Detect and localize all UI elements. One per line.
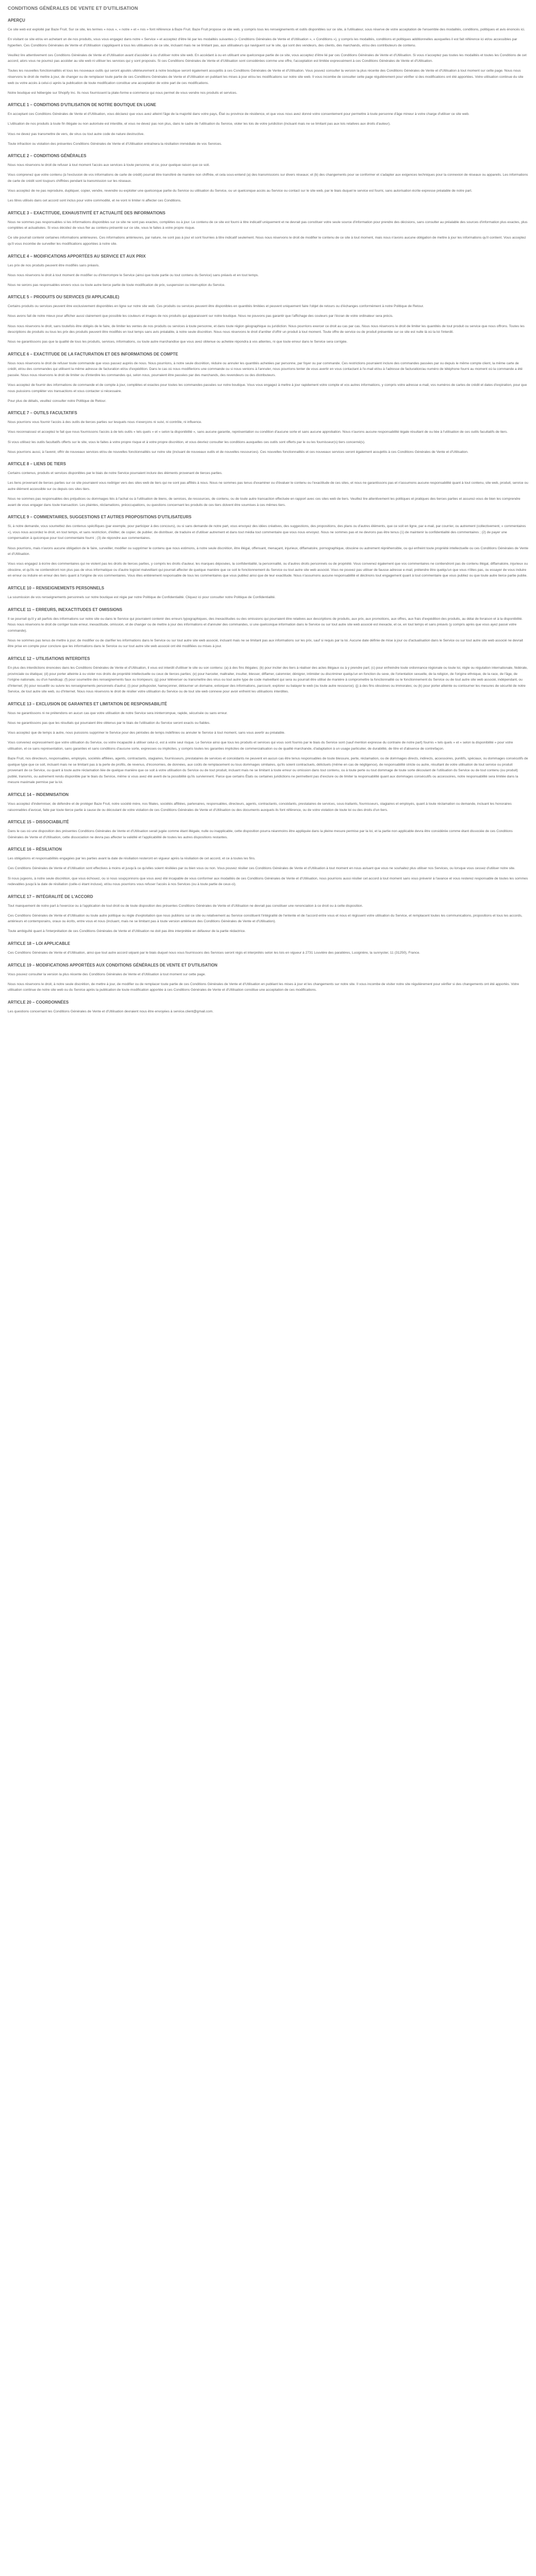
section-paragraph: En visitant ce site et/ou en achetant un de nos produits, vous vous engagez dans notre « Service » et acceptez d'être lié par les modalités suivantes (« Conditions Générales de Vente et d'Utilisation », « Conditions »), y compris les modalités, conditions et politiques additionnelles auxquelles il est fait référence ici et/ou accessibles par hyperlien. Ces Conditions Générales de Vente et d'Utilisation s'appliquent à tous les utilisateurs de ce site, incluant mais ne se limitant pas, aux utilisateurs qui naviguent sur le site, qui sont des vendeurs, des clients, des marchands, et/ou des contributeurs de contenu. (8, 38, 517, 47)
section-heading: ARTICLE 3 – EXACTITUDE, EXHAUSTIVITÉ ET ACTUALITÉ DES INFORMATIONS (8, 210, 165, 215)
section-paragraph: Nous nous réservons le droit de refuser toute commande que vous passez auprès de nous. Nous pourrions, à notre seule discrétion, réduire ou annuler les quantités achetées par personne, par foyer ou par commande. Ces restrictions pourraient inclure des commandes passées par ou depuis le même compte client, la même carte de crédit, et/ou des commandes qui utilisent la même adresse de facturation et/ou d'expédition. Dans le cas où nous modifierions une commande ou si nous venions à l'annuler, nous pourrions tenter de vous avertir en vous contactant à l'e-mail et/ou à l'adresse de facturation/au numéro de téléphone fourni au moment où la commande a été passée. Nous nous réservons le droit de limiter ou d'interdire les commandes qui, selon nous, pourraient être passées par des marchands, des revendeurs ou des distributeurs. (8, 361, 523, 377)
terms-sections (8, 18, 528, 1015)
section-paragraph: Toutes les nouvelles fonctionnalités et tous les nouveaux outils qui seront ajoutés ultérieurement à notre boutique seront également assujettis à ces Conditions Générales de Vente et d'Utilisation. Vous pouvez consulter la version la plus récente des Conditions Générales de Vente et d'Utilisation à tout moment sur cette page. Nous nous réservons le droit de mettre à jour, de changer ou de remplacer toute partie de ces Conditions Générales de Vente et d'Utilisation en publiant les mises à jour et/ou les modifications sur notre site web. Il vous incombe de consulter cette page régulièrement pour vérifier si des modifications ont été apportées. Votre utilisation continue du site web ou votre accès à celui-ci après la publication de toute modification constitue une acceptation de votre part de ces modifications. (8, 69, 524, 85)
section-heading: ARTICLE 5 – PRODUITS OU SERVICES (SI APPLICABLE) (8, 295, 120, 300)
section-paragraph: Il se pourrait qu'il y ait parfois des informations sur notre site ou dans le Service qui pourraient contenir des erreurs typographiques, des inexactitudes ou des omissions qui pourraient être relatives aux descriptions de produits, aux prix, aux promotions, aux offres, aux frais d'expédition des produits, au délai de livraison et à la disponibilité. Nous nous réservons le droit de corriger toute erreur, inexactitude, omission, et de changer ou de mettre à jour des informations et d'annuler des commandes, si une quelconque information dans le Service ou sur tout autre site web associé est inexacte, et ce, en tout temps et sans préavis (y compris après que vous ayez passé votre commande). (8, 617, 523, 633)
section-paragraph: Si, à notre demande, vous soumettez des contenus spécifiques (par exemple, pour participer à des concours), ou si sans demande de notre part, vous envoyez des idées créatives, des suggestions, des propositions, des plans ou d'autres éléments, que ce soit en ligne, par e-mail, par courrier, ou autrement (collectivement, « commentaires »), vous nous accordez le droit, en tout temps, et sans restriction, d'éditer, de copier, de publier, de distribuer, de traduire et d'utiliser autrement et dans tout média tout commentaire que vous nous envoyez. Nous ne sommes pas et ne devrons pas être tenus (1) de maintenir la confidentialité des commentaires ; (2) de payer une compensation à quiconque pour tout commentaire fourni ; (3) de répondre aux commentaires. (8, 524, 526, 540)
terms-section (8, 607, 528, 650)
terms-section (8, 819, 528, 840)
section-paragraph: En acceptant ces Conditions Générales de Vente et d'Utilisation, vous déclarez que vous avez atteint l'âge de la majorité dans votre pays, État ou province de résidence, et que vous nous avez donné votre consentement pour permettre à toute personne d'âge mineur à votre charge d'utiliser ce site web. (8, 112, 470, 116)
terms-section (8, 351, 528, 404)
section-paragraph: Nous nous réservons le droit, à notre seule discrétion, de mettre à jour, de modifier ou de remplacer toute partie de ces Conditions Générales de Vente et d'Utilisation en publiant les mises à jour et les changements sur notre site. Il vous incombe de visiter notre site régulièrement pour vérifier si des changements ont été apportés. Votre utilisation continue de notre site web ou du Service après la publication de toute modification apportée à ces Conditions Générales de Vente et d'Utilisation constitue une acceptation de ces modifications. (8, 982, 519, 992)
section-paragraph: Baze Fruit, nos directeurs, responsables, employés, sociétés affiliées, agents, contractants, stagiaires, fournisseurs, prestataires de services et concédants ne peuvent en aucun cas être tenus responsables de toute blessure, perte, réclamation, ou de dommages directs, indirects, accessoires, punitifs, spéciaux, ou dommages consécutifs de quelque type que ce soit, incluant mais ne se limitant pas à la perte de profits, de revenus, d'économies, de données, aux coûts de remplacement ou tous dommages similaires, qu'ils soient contractuels, délictuels (même en cas de négligence), de responsabilité stricte ou autre, résultant de votre utilisation de tout service ou produit provenant de ce Service, ou quant à toute autre réclamation liée de quelque manière que ce soit à votre utilisation du Service ou de tout produit, incluant mais ne se limitant à toute erreur ou omission dans tout contenu, ou à toute perte ou tout dommage de toute sorte découlant de l'utilisation du Service ou de tout contenu (ou produit) publié, transmis, ou autrement rendu disponible par le biais du Service, même si vous avez été averti de la possibilité qu'ils surviennent. Parce que certains États ou certaines juridictions ne permettent pas d'exclure ou de limiter la responsabilité quant aux dommages consécutifs ou accessoires, notre responsabilité sera limitée dans la mesure maximale permise par la loi. (8, 756, 528, 785)
terms-section (8, 410, 528, 455)
section-heading: ARTICLE 18 – LOI APPLICABLE (8, 941, 71, 946)
section-paragraph: Pour plus de détails, veuillez consulter notre Politique de Retour. (8, 399, 107, 403)
section-paragraph: Nous nous réservons le droit à tout moment de modifier ou d'interrompre le Service (ainsi que toute partie ou tout contenu du Service) sans préavis et en tout temps. (8, 273, 259, 277)
terms-section (8, 514, 528, 579)
terms-section (8, 461, 528, 508)
terms-section (8, 102, 528, 147)
section-paragraph: Vous convenez expressément que votre utilisation du Service, ou votre incapacité à utiliser celui-ci, est à votre seul risque. Le Service ainsi que tous les produits et services qui vous sont fournis par le biais du Service sont (sauf mention expresse du contraire de notre part) fournis « tels quels » et « selon la disponibilité » pour votre utilisation, et ce sans représentation, sans garanties et sans conditions d'aucune sorte, expresses ou implicites, y compris toutes les garanties implicites de commercialisation ou de qualité marchande, d'adaptation à un usage particulier, de durabilité, de titre et d'absence de contrefaçon. (8, 741, 513, 751)
section-paragraph: Nous pourrions, mais n'avons aucune obligation de le faire, surveiller, modifier ou supprimer le contenu que nous estimons, à notre seule discrétion, être illégal, offensant, menaçant, injurieux, diffamatoire, pornographique, obscène ou autrement répréhensible, ou qui enfreint toute propriété intellectuelle ou ces Conditions Générales de Vente et d'Utilisation. (8, 546, 528, 556)
section-paragraph: Dans le cas où une disposition des présentes Conditions Générales de Vente et d'Utilisation serait jugée comme étant illégale, nulle ou inapplicable, cette disposition pourra néanmoins être appliquée dans la pleine mesure permise par la loi, et la partie non applicable devra être considérée comme étant dissociée de ces Conditions Générales de Vente et d'Utilisation, cette dissociation ne devra pas affecter la validité et l'applicabilité de toutes les autres dispositions restantes. (8, 829, 513, 839)
section-paragraph: Nous ne sommes pas tenus de mettre à jour, de modifier ou de clarifier les informations dans le Service ou sur tout autre site web associé, incluant mais ne se limitant pas aux informations sur les prix, sauf si requis par la loi. Aucune date définie de mise à jour ou d'actualisation dans le Service ou sur tout autre site web associé ne devrait être prise en compte pour conclure que les informations dans le Service ou sur tout autre site web associé ont été modifiées ou mises à jour. (8, 638, 523, 649)
terms-section (8, 846, 528, 887)
section-heading: ARTICLE 13 – EXCLUSION DE GARANTIES ET LIMITATION DE RESPONSABILITÉ (8, 702, 167, 706)
section-heading: ARTICLE 20 – COORDONNÉES (8, 999, 69, 1005)
section-heading: ARTICLE 14 – INDEMNISATION (8, 792, 69, 797)
section-paragraph: Vous acceptez de fournir des informations de commande et de compte à jour, complètes et exactes pour toutes les commandes passées sur notre boutique. Vous vous engagez à mettre à jour rapidement votre compte et vos autres informations, y compris votre adresse e-mail, vos numéros de cartes de crédit et dates d'expiration, pour que nous puissions compléter vos transactions et vous contacter si nécessaire. (8, 383, 527, 393)
terms-section (8, 585, 528, 601)
terms-section (8, 18, 528, 96)
section-paragraph: Vous pouvez consulter la version la plus récente des Conditions Générales de Vente et d'Utilisation à tout moment sur cette page. (8, 972, 206, 976)
terms-section (8, 941, 528, 956)
section-paragraph: Vous acceptez d'indemniser, de défendre et de protéger Baze Fruit, notre société mère, nos filiales, sociétés affiliées, partenaires, responsables, directeurs, agents, contractants, concédants, prestataires de services, sous-traitants, fournisseurs, stagiaires et employés, quant à toute réclamation ou demande, incluant les honoraires raisonnables d'avocat, faite par toute tierce partie à cause de ou découlant de votre violation de ces Conditions Générales de Vente et d'Utilisation ou des documents auxquels ils font référence, ou de votre violation de toute loi ou des droits d'un tiers. (8, 802, 512, 812)
section-heading: ARTICLE 2 – CONDITIONS GÉNÉRALES (8, 154, 87, 159)
terms-section (8, 253, 528, 289)
section-paragraph: Tout manquement de notre part à l'exercice ou à l'application de tout droit ou de toute disposition des présentes Conditions Générales de Vente et d'Utilisation ne devrait pas constituer une renonciation à ce droit ou à cette disposition. (8, 904, 363, 908)
terms-section (8, 294, 528, 345)
section-heading: ARTICLE 12 – UTILISATIONS INTERDITES (8, 656, 90, 662)
section-paragraph: Ces Conditions Générales de Vente et d'Utilisation sont effectives à moins et jusqu'à ce qu'elles soient résiliées par ou bien vous ou non. Vous pouvez résilier ces Conditions Générales de Vente et d'Utilisation à tout moment en nous avisant que vous ne souhaitez plus utiliser nos Services, ou lorsque vous cessez d'utiliser notre site. (8, 867, 515, 871)
section-paragraph: Vous comprenez que votre contenu (à l'exclusion de vos informations de carte de crédit) pourrait être transféré de manière non chiffrée, et cela sous-entend (a) des transmissions sur divers réseaux; et (b) des changements pour se conformer et s'adapter aux exigences techniques pour la connexion de réseaux ou appareils. Les informations de carte de crédit sont toujours chiffrées pendant la transmission sur les réseaux. (8, 173, 528, 183)
section-paragraph: Nous avons fait de notre mieux pour afficher aussi clairement que possible les couleurs et images de nos produits qui apparaissent sur notre boutique. Nous ne pouvons pas garantir que l'affichage des couleurs par l'écran de votre ordinateur sera précis. (8, 314, 394, 318)
terms-page (0, 0, 536, 1029)
section-paragraph: Nous pourrions aussi, à l'avenir, offrir de nouveaux services et/ou de nouvelles fonctionnalités sur notre site (incluant de nouveaux outils et de nouvelles ressources). Ces nouvelles fonctionnalités et ces nouveaux services seront également assujettis à ces Conditions Générales de Vente et d'Utilisation. (8, 450, 468, 454)
section-paragraph: Toute infraction ou violation des présentes Conditions Générales de Vente et d'Utilisation entraînera la résiliation immédiate de vos Services. (8, 142, 222, 146)
section-heading: ARTICLE 4 – MODIFICATIONS APPORTÉES AU SERVICE ET AUX PRIX (8, 253, 146, 259)
section-heading: ARTICLE 17 – INTÉGRALITÉ DE L'ACCORD (8, 894, 93, 899)
section-paragraph: Les questions concernant les Conditions Générales de Vente et d'Utilisation devraient nous être envoyées à service.client@gmail.com. (8, 1009, 214, 1013)
section-heading: APERÇU (8, 18, 25, 23)
section-paragraph: Nous ne garantissons ni ne prétendons en aucun cas que votre utilisation de notre Service sera ininterrompue, rapide, sécurisée ou sans erreur. (8, 711, 228, 715)
terms-section (8, 792, 528, 813)
terms-section (8, 894, 528, 935)
section-paragraph: Si nous jugeons, à notre seule discrétion, que vous échouez, ou si nous soupçonnons que vous avez été incapable de vous conformer aux modalités de ces Conditions Générales de Vente et d'Utilisation, nous pourrions aussi résilier cet accord à tout moment sans vous prévenir à l'avance et vous resterez responsable de toutes les sommes redevables jusqu'à la date de résiliation (celle-ci étant incluse), et/ou nous pourrions vous refuser l'accès à nos Services (ou à toute partie de ceux-ci). (8, 876, 528, 887)
section-paragraph: Nous nous réservons le droit de refuser à tout moment l'accès aux services à toute personne, et ce, pour quelque raison que ce soit. (8, 163, 210, 167)
section-paragraph: Ce site pourrait contenir certaines informations antérieures. Ces informations antérieures, par nature, ne sont pas à jour et sont fournies à titre indicatif seulement. Nous nous réservons le droit de modifier le contenu de ce site à tout moment, mais nous n'avons aucune obligation de mettre à jour les informations qu'il contient. Vous acceptez qu'il vous incombe de surveiller les modifications apportées à notre site. (8, 236, 526, 246)
section-paragraph: Ces Conditions Générales de Vente et d'Utilisation ou toute autre politique ou règle d'exploitation que nous publions sur ce site ou relativement au Service constituent l'intégralité de l'entente et de l'accord entre vous et nous et régissent votre utilisation du Service, et remplacent toutes les communications, propositions et tous les accords, antérieurs et contemporains, oraux ou écrits, entre vous et nous (incluant, mais ne se limitant pas à toute version antérieure des Conditions Générales de Vente et d'Utilisation). (8, 913, 523, 924)
section-paragraph: Ces Conditions Générales de Vente et d'Utilisation, ainsi que tout autre accord séparé par le biais duquel nous vous fournissons des Services seront régis et interprétés selon les lois en vigueur à 2731 Louvière des paratières, Lusignière, la sunnyster, 11 (31250), France. (8, 951, 421, 955)
section-paragraph: Nous ne garantissons pas que les résultats qui pourraient être obtenus par le biais de l'utilisation du Service seront exacts ou fiables. (8, 721, 211, 725)
section-paragraph: Les obligations et responsabilités engagées par les parties avant la date de résiliation resteront en vigueur après la résiliation de cet accord, et ce à toutes les fins. (8, 857, 256, 861)
section-paragraph: Ce site web est exploité par Baze Fruit. Sur ce site, les termes « nous », « notre » et « nos » font référence à Baze Fruit. Baze Fruit propose ce site web, y compris tous les renseignements et outils disponibles sur ce site, à l'utilisateur, sous réserve de votre acceptation de l'ensemble des modalités, conditions, politiques et avis énoncés ici. (8, 28, 525, 31)
section-paragraph: Vous ne devez pas transmettre de vers, de virus ou tout autre code de nature destructive. (8, 132, 145, 136)
section-heading: ARTICLE 1 – CONDITIONS D'UTILISATION DE NOTRE BOUTIQUE EN LIGNE (8, 103, 156, 108)
terms-section (8, 656, 528, 695)
section-heading: ARTICLE 7 – OUTILS FACULTATIFS (8, 411, 77, 416)
section-paragraph: Nous ne sommes pas responsables si les informations disponibles sur ce site ne sont pas exactes, complètes ou à jour. Le contenu de ce site est fourni à titre indicatif uniquement et ne devrait pas constituer votre seule source d'information pour prendre des décisions, sans consulter au préalable des sources d'information plus exactes, plus complètes et actualisées. Si vous décidez de vous fier au contenu présenté sur ce site, vous le faites à votre propre risque. (8, 220, 528, 230)
section-paragraph: Vous vous engagez à écrire des commentaires qui ne violent pas les droits de tierces parties, y compris les droits d'auteur, les marques déposées, la confidentialité, la personnalité, ou d'autres droits personnels ou de propriété. Vous convenez également que vos commentaires ne contiendront pas de contenu illégal, diffamatoire, injurieux ou obscène, et qu'ils ne contiendront non plus pas de virus informatique ou d'autre logiciel malveillant qui pourrait affecter de quelque manière que ce soit le fonctionnement du Service ou tout autre site web associé. Vous ne pouvez pas utiliser de fausse adresse e-mail, prétendre être quelqu'un que vous n'êtes pas, ou essayer de vous induire en erreur ou induire en erreur des tiers quant à l'origine de vos commentaires. Vous êtes entièrement responsable de tous les commentaires que vous publiez ainsi que de leur exactitude. Nous n'assumons aucune responsabilité et déclinons tout engagement quant à tout commentaire que vous publiez ou que toute autre tierce partie publie. (8, 562, 528, 578)
section-paragraph: Les liens provenant de tierces parties sur ce site pourraient vous rediriger vers des sites web de tiers qui ne sont pas affiliés à nous. Nous ne sommes pas tenus d'examiner ou d'évaluer le contenu ou l'exactitude de ces sites, et nous ne garantissons pas et n'assumons aucune responsabilité quant à tout contenu, site web, produit, service ou autre élément accessible sur ou depuis ces sites tiers. (8, 481, 528, 491)
section-paragraph: Vous reconnaissez et acceptez le fait que nous fournissons l'accès à de tels outils « tels quels » et « selon la disponibilité », sans aucune garantie, représentation ou condition d'aucune sorte et sans aucune approbation. Nous n'aurons aucune responsabilité légale résultant de ou liée à l'utilisation de ces outils facultatifs de tiers. (8, 430, 508, 434)
section-paragraph: Les titres utilisés dans cet accord sont inclus pour votre commodité, et ne vont ni limiter ni affecter ces Conditions. (8, 199, 182, 203)
section-heading: ARTICLE 10 – RENSEIGNEMENTS PERSONNELS (8, 585, 105, 590)
terms-section (8, 999, 528, 1015)
terms-section (8, 153, 528, 204)
terms-section (8, 701, 528, 786)
page-title: CONDITIONS GÉNÉRALES DE VENTE ET D'UTILISATION (8, 6, 138, 11)
section-heading: ARTICLE 16 – RÉSILIATION (8, 847, 62, 852)
section-paragraph: L'utilisation de nos produits à toute fin illégale ou non autorisée est interdite, et vous ne devez pas non plus, dans le cadre de l'utilisation du Service, violer les lois de votre juridiction (incluant mais ne se limitant pas aux lois relatives aux droits d'auteur). (8, 122, 391, 126)
section-paragraph: Vous acceptez que de temps à autre, nous puissions supprimer le Service pour des périodes de temps indéfinies ou annuler le Service à tout moment, sans vous avertir au préalable. (8, 731, 286, 735)
section-paragraph: Nous ne sommes pas responsables des préjudices ou dommages liés à l'achat ou à l'utilisation de biens, de services, de ressources, de contenu, ou de toute autre transaction effectuée en rapport avec ces sites web de tiers. Veuillez lire attentivement les politiques et pratiques des tierces parties et assurez-vous de bien les comprendre avant de vous engager dans toute transaction. Les plaintes, réclamations, préoccupations, ou questions concernant les produits de ces tiers doivent être soumises à ces mêmes tiers. (8, 497, 521, 507)
section-paragraph: Certains contenus, produits et services disponibles par le biais de notre Service pourraient inclure des éléments provenant de tierces parties. (8, 471, 223, 476)
section-paragraph: Nous ne garantissons pas que la qualité de tous les produits, services, informations, ou toute autre marchandise que vous avez obtenue ou achetée répondra à vos attentes, ni que toute erreur dans le Service sera corrigée. (8, 340, 348, 344)
terms-section (8, 962, 528, 993)
section-heading: ARTICLE 19 – MODIFICATIONS APPORTÉES AUX CONDITIONS GÉNÉRALES DE VENTE ET D'UTILISATION (8, 962, 217, 968)
section-paragraph: La soumission de vos renseignements personnels sur notre boutique est régie par notre Politique de Confidentialité. Cliquez ici pour consulter notre Politique de Confidentialité. (8, 595, 276, 599)
section-paragraph: Vous acceptez de ne pas reproduire, dupliquer, copier, vendre, revendre ou exploiter une quelconque partie du Service ou utilisation du Service, ou un quelconque accès au Service ou contact sur le site web, par le biais duquel le service est fourni, sans autorisation écrite expresse préalable de notre part. (8, 189, 473, 193)
section-paragraph: Nous nous réservons le droit, sans toutefois être obligés de le faire, de limiter les ventes de nos produits ou services à toute personne, et dans toute région géographique ou juridiction. Nous pourrions exercer ce droit au cas par cas. Nous nous réservons le droit de limiter les quantités de tout produit ou service que nous offrons. Toutes les descriptions de produits ou tous les prix des produits peuvent être modifiés en tout temps sans avis préalable, à notre seule discrétion. Nous nous réservons le droit d'arrêter d'offrir un produit à tout moment. Toute offre de service ou de produit présentée sur ce site est nulle là où la loi l'interdit. (8, 324, 525, 334)
section-paragraph: Toute ambiguïté quant à l'interprétation de ces Conditions Générales de Vente et d'Utilisation ne doit pas être interprétée en défaveur de la partie rédactrice. (8, 929, 246, 934)
section-paragraph: Nous ne serons pas responsables envers vous ou toute autre tierce partie de toute modification de prix, suspension ou interruption du Service. (8, 283, 225, 287)
section-paragraph: Veuillez lire attentivement ces Conditions Générales de Vente et d'Utilisation avant d'accéder à ou d'utiliser notre site web. En accédant à ou en utilisant une quelconque partie de ce site, vous acceptez d'être lié par ces Conditions Générales de Vente et d'Utilisation. Si vous n'acceptez pas toutes les modalités et toutes les Conditions de cet accord, alors vous ne pourrez pas accéder au site web ni utiliser les services qui y sont proposés. Si ces Conditions Générales de Vente et d'Utilisation sont considérées comme une offre, l'acceptation est limitée expressément à ces Conditions Générales de Vente et d'Utilisation. (8, 53, 527, 63)
section-paragraph: Nous pourrions vous fournir l'accès à des outils de tierces parties sur lesquels nous n'exerçons ni suivi, ni contrôle, ni influence. (8, 420, 202, 425)
section-paragraph: En plus des interdictions énoncées dans les Conditions Générales de Vente et d'Utilisation, il vous est interdit d'utiliser le site ou son contenu: (a) à des fins illégales; (b) pour inciter des tiers à réaliser des actes illégaux ou à y prendre part; (c) pour enfreindre toute ordonnance régionale ou toute loi, règle ou régulation internationale, fédérale, provinciale ou étatique; (d) pour porter atteinte à ou violer nos droits de propriété intellectuelle ou ceux de tierces parties; (e) pour harceler, maltraiter, insulter, blesser, diffamer, calomnier, dénigrer, intimider ou discriminer quelqu'un en fonction du sexe, de l'orientation sexuelle, de la religion, de l'origine ethnique, de la race, de l'âge, de l'origine nationale, ou d'un handicap; (f) pour soumettre des renseignements faux ou trompeurs; (g) pour téléverser ou transmettre des virus ou tout autre type de code malveillant qui sera ou pourrait être utilisé de manière à compromettre la fonctionnalité ou le fonctionnement du Service ou de tout autre site web associé, indépendant, ou d'Internet; (h) pour recueillir ou suivre les renseignements personnels d'autrui; (i) pour polluposter, hameçonner, détourner un domaine, extorquer des informations, parcourir, explorer ou balayer le web (ou toute autre ressource); (j) à des fins obscènes ou immorales; ou (k) pour porter atteinte ou contourner les mesures de sécurité de notre Service, de tout autre site web, ou d'Internet. Nous nous réservons le droit de résilier votre utilisation du Service ou de tout site web connexe pour avoir enfreint les utilisations interdites. (8, 666, 528, 694)
section-heading: ARTICLE 15 – DISSOCIABILITÉ (8, 820, 69, 825)
section-paragraph: Notre boutique est hébergée sur Shopify Inc. Ils nous fournissent la plate-forme e-commerce qui nous permet de vous vendre nos produits et services. (8, 91, 238, 95)
section-heading: ARTICLE 6 – EXACTITUDE DE LA FACTURATION ET DES INFORMATIONS DE COMPTE (8, 351, 178, 357)
section-heading: ARTICLE 11 – ERREURS, INEXACTITUDES ET OMISSIONS (8, 607, 123, 612)
section-paragraph: Si vous utilisez les outils facultatifs offerts sur le site, vous le faites à votre propre risque et à votre propre discrétion, et vous devriez consulter les conditions auxquelles ces outils sont offerts par le ou les fournisseur(s) tiers concerné(s). (8, 440, 365, 444)
section-paragraph: Certains produits ou services peuvent être exclusivement disponibles en ligne sur notre site web. Ces produits ou services peuvent être disponibles en quantités limitées et peuvent uniquement faire l'objet de retours ou d'échanges conformément à notre Politique de Retour. (8, 304, 424, 309)
section-paragraph: Les prix de nos produits peuvent être modifiés sans préavis. (8, 263, 100, 267)
section-heading: ARTICLE 8 – LIENS DE TIERS (8, 462, 66, 467)
section-heading: ARTICLE 9 – COMMENTAIRES, SUGGESTIONS ET AUTRES PROPOSITIONS D'UTILISATEURS (8, 515, 192, 520)
terms-section (8, 210, 528, 247)
